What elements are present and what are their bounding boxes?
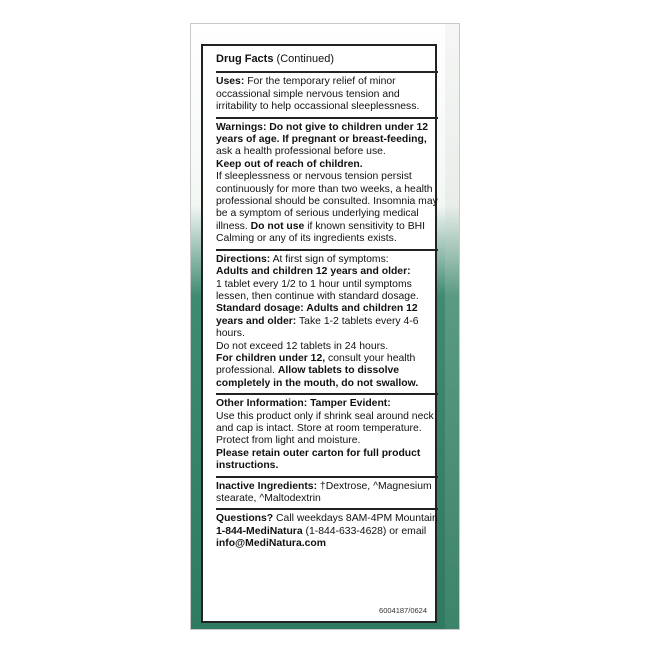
questions-heading: Questions? — [216, 513, 274, 525]
drug-facts-title: Drug Facts (Continued) — [216, 53, 335, 65]
other-information-section: Other Information: Tamper Evident: Use this product only if shrink seal around neck and cap is intact. Store at room temperature. Protect from light and moisture. Please retain outer carton for full product instructions. — [216, 393, 438, 475]
lot-code: 6004187/0624 — [379, 606, 427, 615]
directions-section: Directions: At first sign of symptoms: Adults and children 12 years and older: 1 tablet every 1/2 to 1 hour until symptoms lessen, then continue with standard dosage. Standard dosage: Adults and children 12 years and older: Take 1-2 tablets every 4-6 hours. Do not exceed 12 tablets in 24 hours. For children under 12, consult your health professional. Allow tablets to dissolve completely in the mouth, do not swallow. — [216, 249, 438, 393]
uses-section — [216, 71, 438, 116]
uses-heading: Uses: — [216, 76, 245, 88]
inactive-ingredients-section: Inactive Ingredients: †Dextrose, ^Magnesium stearate, ^Maltodextrin — [216, 476, 438, 509]
drug-facts-label — [216, 53, 438, 554]
drug-facts-panel — [201, 44, 437, 623]
contact-email: info@MediNatura.com — [216, 538, 327, 550]
keep-out-warning: Keep out of reach of children. — [216, 158, 363, 170]
uses-text: For the temporary relief of minor occassional simple nervous tension and irritability to help occassional sleeplessness. — [216, 76, 420, 113]
directions-heading: Directions: — [216, 253, 271, 265]
warnings-section: Warnings: Do not give to children under 12 years of age. If pregnant or breast-feeding, ask a health professional before use. Keep out of reach of children. If sleeplessness or nervous tension persist continuously for more than two weeks, a health professional should be consulted. Insomnia may be a symptom of serious underlying medical illness. Do not use if known sensitivity to BHI Calming or any of its ingredients exists. — [216, 117, 438, 249]
questions-section: Questions? Call weekdays 8AM-4PM Mountain 1-844-MediNatura (1-844-633-4628) or email info@MediNatura.com — [216, 508, 438, 553]
other-information-heading: Other Information: Tamper Evident: — [216, 398, 391, 410]
box-side — [445, 24, 459, 629]
warnings-heading: Warnings: Do not give to children under 12 years of age. If pregnant or breast-feeding, — [216, 121, 429, 146]
product-box — [190, 23, 460, 630]
inactive-ingredients-heading: Inactive Ingredients: — [216, 480, 318, 492]
